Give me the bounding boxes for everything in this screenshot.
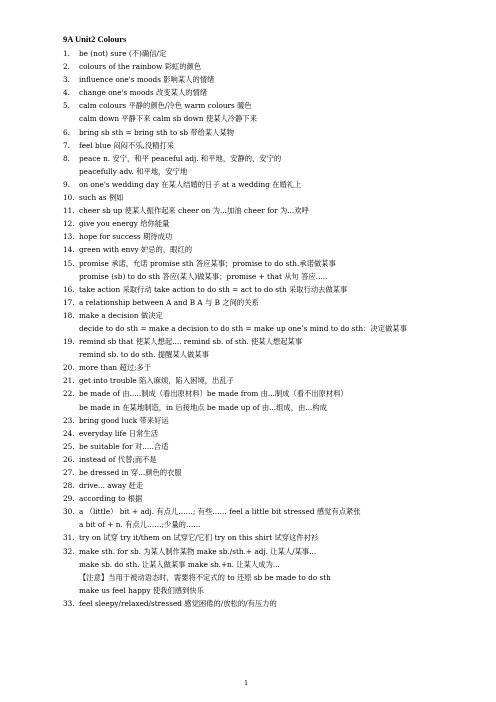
item-number: 16. <box>63 284 75 294</box>
item-number: 1. <box>63 49 70 58</box>
item-number: 12. <box>63 219 75 229</box>
item-text: cheer sb up 使某人振作起来 cheer on 为...加油 cheer for 为...欢呼 <box>79 206 309 216</box>
item-text: colours of the rainbow 彩虹的颜色 <box>79 62 202 72</box>
item-text: be dressed in 穿...颜色的衣服 <box>79 468 182 477</box>
item-number: 18. <box>63 310 75 320</box>
list-item <box>63 204 483 217</box>
item-text: a （little） bit + adj. 有点儿……; 有些…… feel a little bit stressed 感觉有点紧张 <box>79 507 361 517</box>
list-item <box>63 60 483 73</box>
item-number: 20. <box>63 363 75 373</box>
item-number: 32. <box>63 546 75 556</box>
list-item <box>63 466 483 479</box>
page-number: 1 <box>244 679 249 687</box>
item-text: remind sb. to do sth. 提醒某人做某事 <box>79 350 209 360</box>
list-item-continuation <box>63 571 483 584</box>
list-item <box>63 453 483 466</box>
item-number: 9. <box>63 179 70 189</box>
item-text: make us feel happy 使我们感到快乐 <box>79 585 204 595</box>
item-text: a bit of + n. 有点儿……;少量的…… <box>79 520 201 530</box>
item-number: 26. <box>63 454 75 464</box>
item-number: 11. <box>63 206 75 216</box>
list-item <box>63 296 483 309</box>
list-item-continuation <box>63 165 483 178</box>
list-item <box>63 152 483 165</box>
item-text: be (not) sure (不)确信/定 <box>79 49 167 58</box>
item-text: bring sb sth = bring sth to sb 带给某人某物 <box>79 127 235 137</box>
item-number: 29. <box>63 494 75 504</box>
list-item <box>63 597 483 610</box>
item-number: 30. <box>63 507 75 517</box>
item-text: drive... away 赶走 <box>79 481 144 491</box>
list-item-continuation <box>63 348 483 361</box>
list-item <box>63 492 483 505</box>
item-number: 14. <box>63 245 75 255</box>
item-number: 33. <box>63 598 75 608</box>
item-number: 6. <box>63 127 70 137</box>
item-number: 3. <box>63 75 70 85</box>
item-text: green with envy 妒忌的，眼红的 <box>79 245 193 255</box>
item-number: 27. <box>63 468 75 477</box>
list-item <box>63 86 483 99</box>
item-text: make a decision 做决定 <box>79 310 163 320</box>
item-number: 22. <box>63 389 75 399</box>
item-text: calm down 平静下来 calm sb down 使某人冷静下来 <box>79 114 257 124</box>
item-number: 17. <box>63 297 75 307</box>
item-number: 24. <box>63 428 75 438</box>
item-text: everyday life 日常生活 <box>79 428 159 438</box>
list-item-continuation <box>63 558 483 571</box>
item-text: be suitable for 对.....合适 <box>79 441 169 451</box>
item-text: remind sb that 使某人想起.... remind sb. of sth. 使某人想起某事 <box>79 337 303 347</box>
list-item <box>63 374 483 387</box>
item-number: 2. <box>63 62 70 72</box>
item-text: feel sleepy/relaxed/stressed 感觉困倦的/放松的/有压力的 <box>79 598 277 608</box>
item-text: be made in 在某地制造，in 后接地点 be made up of 由...组成，由...构成 <box>79 402 327 412</box>
item-number: 4. <box>63 88 70 98</box>
list-item-continuation <box>63 112 483 125</box>
list-item <box>63 126 483 139</box>
item-text: promise 承诺，允诺 promise sth 答应某事；promise to do sth.承诺做某事 <box>79 258 336 268</box>
list-item <box>63 217 483 230</box>
list-item <box>63 230 483 243</box>
document-title: 9A Unit2 Colours <box>63 34 127 44</box>
item-number: 28. <box>63 481 75 491</box>
item-text: peace n. 安宁，和平 peaceful adj. 和平地，安静的，安宁的 <box>79 153 282 163</box>
item-text: be made of 由.....制成（看出原材料）be made from 由...制成（看不出原材料） <box>79 389 348 399</box>
list-item <box>63 309 483 322</box>
item-number: 13. <box>63 232 75 242</box>
item-number: 19. <box>63 337 75 347</box>
list-item <box>63 47 483 60</box>
item-text: 【注意】当用于被动语态时，需要将不定式的 to 还原 sb be made to do sth <box>79 572 331 582</box>
list-item <box>63 479 483 492</box>
item-text: get into trouble 陷入麻烦，陷入困境，出乱子 <box>79 376 234 386</box>
item-text: such as 例如 <box>79 193 124 203</box>
list-item <box>63 283 483 296</box>
item-text: influence one's moods 影响某人的情绪 <box>79 75 215 85</box>
item-number: 23. <box>63 415 75 425</box>
item-number: 10. <box>63 193 75 203</box>
list-item <box>63 414 483 427</box>
list-item <box>63 531 483 544</box>
list-item <box>63 99 483 112</box>
item-text: give you energy 给你能量 <box>79 219 170 229</box>
item-text: take action 采取行动 take action to do sth = act to do sth 采取行动去做某事 <box>79 284 348 294</box>
list-item <box>63 440 483 453</box>
list-item <box>63 73 483 86</box>
list-item-continuation <box>63 584 483 597</box>
list-item <box>63 387 483 400</box>
item-number: 21. <box>63 376 75 386</box>
item-text: a relationship between A and B A 与 B 之间的关系 <box>79 297 259 307</box>
item-text: bring good luck 带来好运 <box>79 415 169 425</box>
item-text: on one's wedding day 在某人结婚的日子 at a wedding 在婚礼上 <box>79 179 302 189</box>
list-item-continuation <box>63 401 483 414</box>
list-item-continuation <box>63 322 483 335</box>
item-number: 8. <box>63 153 70 163</box>
item-text: hope for success 期待成功 <box>79 232 173 242</box>
list-item <box>63 335 483 348</box>
list-item <box>63 505 483 518</box>
list-item <box>63 427 483 440</box>
list-item <box>63 545 483 558</box>
list-item <box>63 243 483 256</box>
list-item <box>63 191 483 204</box>
item-text: change one's moods 改变某人的情绪 <box>79 88 208 98</box>
item-text: make sth. for sb. 为某人制作某物 make sb./sth.+ adj. 让某人/某事... <box>79 546 317 556</box>
list-item <box>63 139 483 152</box>
list-item-continuation <box>63 518 483 531</box>
list-item <box>63 257 483 270</box>
list-item <box>63 361 483 374</box>
item-text: promise (sb) to do sth 答应(某人)做某事；promise + that 从句 答应..... <box>79 271 328 281</box>
item-text: more than 超过;多于 <box>79 363 152 373</box>
item-text: make sb. do sth. 让某人做某事 make sb.+n. 让某人成为... <box>79 559 280 569</box>
item-text: calm colours 平静的颜色/冷色 warm colours 暖色 <box>79 101 252 111</box>
item-number: 25. <box>63 441 75 451</box>
item-number: 31. <box>63 533 75 543</box>
list-item <box>63 178 483 191</box>
item-text: decide to do sth = make a decision to do sth = make up one’s mind to do sth：决定做某事 <box>79 323 407 333</box>
item-number: 7. <box>63 140 70 150</box>
item-number: 5. <box>63 101 70 111</box>
item-text: according to 根据 <box>79 494 143 504</box>
item-text: try on 试穿 try it/them on 试穿它/它们 try on this shirt 试穿这件衬衫 <box>79 533 319 543</box>
list-item-continuation <box>63 270 483 283</box>
item-text: peacefully adv. 和平地，安宁地 <box>79 166 188 176</box>
item-text: feel blue 闷闷不乐,没精打采 <box>79 140 175 150</box>
item-text: instead of 代替;而不是 <box>79 454 157 464</box>
item-number: 15. <box>63 258 75 268</box>
vocabulary-list <box>63 47 483 610</box>
